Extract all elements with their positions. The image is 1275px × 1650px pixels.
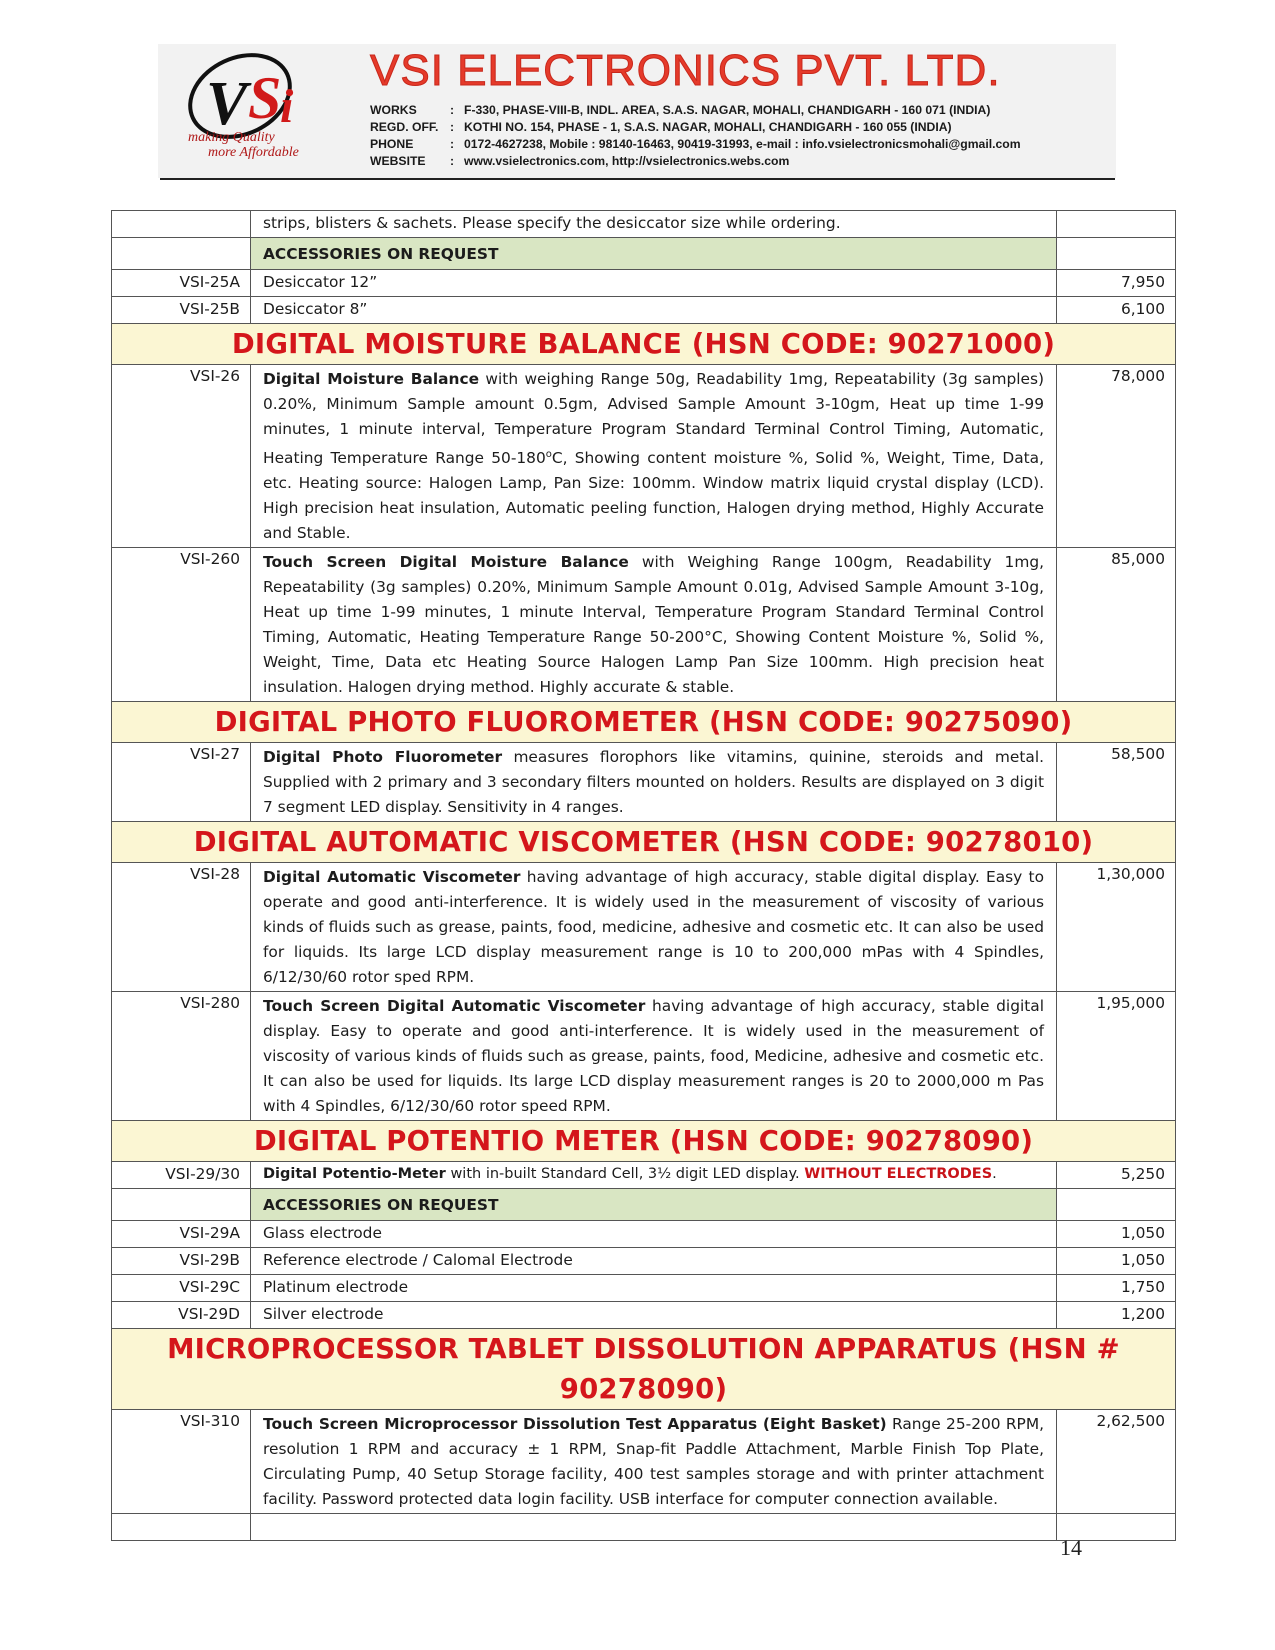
item-code: VSI-25A	[112, 270, 251, 297]
regd-office-row	[370, 119, 1021, 136]
item-details: measures florophors like vitamins, quinine, steroids and metal. Supplied with 2 primary and 3 secondary filters mounted on holders. Results are displayed on 3 digit 7 segment LED display. Sensitivity in 4 ranges.	[263, 748, 1044, 817]
item-code: VSI-29C	[112, 1275, 251, 1302]
svg-text:S: S	[248, 65, 282, 131]
item-price: 2,62,500	[1057, 1410, 1176, 1514]
letterhead	[158, 44, 1116, 178]
section-title: MICROPROCESSOR TABLET DISSOLUTION APPARATUS (HSN # 90278090)	[112, 1329, 1176, 1410]
item-code: VSI-29/30	[112, 1162, 251, 1189]
works-value: F-330, PHASE-VIII-B, INDL. AREA, S.A.S. NAGAR, MOHALI, CHANDIGARH - 160 071 (INDIA)	[464, 103, 991, 117]
section-title: DIGITAL AUTOMATIC VISCOMETER (HSN CODE: 90278010)	[112, 822, 1176, 863]
description-cell	[251, 1514, 1057, 1541]
section-header-row	[112, 1329, 1176, 1410]
item-price: 78,000	[1057, 365, 1176, 548]
item-description	[251, 863, 1057, 992]
colon: :	[450, 103, 455, 117]
table-row	[112, 1162, 1176, 1189]
table-row	[112, 365, 1176, 548]
item-price: 85,000	[1057, 548, 1176, 702]
code-cell	[112, 1189, 251, 1221]
item-details-tail: .	[992, 1166, 997, 1183]
section-title: DIGITAL PHOTO FLUOROMETER (HSN CODE: 90275090)	[112, 702, 1176, 743]
empty-row	[112, 1514, 1176, 1541]
item-code: VSI-310	[112, 1410, 251, 1514]
item-name: Touch Screen Digital Automatic Viscometer	[263, 997, 646, 1016]
item-name: Touch Screen Microprocessor Dissolution Test Apparatus (Eight Basket)	[263, 1415, 887, 1434]
item-price: 1,95,000	[1057, 992, 1176, 1121]
table-row	[112, 1248, 1176, 1275]
item-code: VSI-26	[112, 365, 251, 548]
item-details: with in-built Standard Cell, 3½ digit LED display.	[445, 1166, 805, 1183]
colon: :	[450, 154, 455, 168]
table-row	[112, 270, 1176, 297]
item-code: VSI-260	[112, 548, 251, 702]
item-price: 1,050	[1057, 1221, 1176, 1248]
works-label: WORKS	[370, 103, 417, 117]
item-price: 5,250	[1057, 1162, 1176, 1189]
item-price: 1,30,000	[1057, 863, 1176, 992]
item-description	[251, 1410, 1057, 1514]
page-number: 14	[1060, 1535, 1082, 1560]
item-price: 1,050	[1057, 1248, 1176, 1275]
item-description: Desiccator 12”	[251, 270, 1057, 297]
price-list-table	[111, 210, 1176, 1541]
table-row	[112, 1410, 1176, 1514]
section-title: DIGITAL POTENTIO METER (HSN CODE: 90278090)	[112, 1121, 1176, 1162]
colon: :	[450, 120, 455, 134]
item-description	[251, 1162, 1057, 1189]
logo-tagline	[188, 130, 338, 160]
tagline-line-2: more Affordable	[208, 145, 299, 160]
item-description	[251, 992, 1057, 1121]
item-description: Reference electrode / Calomal Electrode	[251, 1248, 1057, 1275]
item-description	[251, 365, 1057, 548]
table-row	[112, 211, 1176, 238]
item-description: Silver electrode	[251, 1302, 1057, 1329]
company-address-block	[370, 102, 1021, 170]
item-description: Platinum electrode	[251, 1275, 1057, 1302]
item-price: 6,100	[1057, 297, 1176, 324]
phone-row	[370, 136, 1021, 153]
regd-office-value: KOTHI NO. 154, PHASE - 1, S.A.S. NAGAR, MOHALI, CHANDIGARH - 160 055 (INDIA)	[464, 120, 952, 134]
works-address-row	[370, 102, 1021, 119]
table-row	[112, 1221, 1176, 1248]
item-description	[251, 548, 1057, 702]
item-price: 1,750	[1057, 1275, 1176, 1302]
item-name: Digital Potentio-Meter	[263, 1166, 446, 1183]
section-header-row	[112, 324, 1176, 365]
code-cell	[112, 211, 251, 238]
letterhead-divider	[160, 178, 1115, 180]
item-name: Digital Automatic Viscometer	[263, 868, 521, 887]
phone-label: PHONE	[370, 137, 414, 151]
price-cell	[1057, 211, 1176, 238]
description-cell: strips, blisters & sachets. Please specify the desiccator size while ordering.	[251, 211, 1057, 238]
tagline-line-1: making Quality	[188, 130, 275, 145]
price-cell	[1057, 1189, 1176, 1221]
item-description: Desiccator 8”	[251, 297, 1057, 324]
section-header-row	[112, 1121, 1176, 1162]
warning-text: WITHOUT ELECTRODES	[804, 1166, 993, 1183]
accessories-label: ACCESSORIES ON REQUEST	[251, 1189, 1057, 1221]
price-cell	[1057, 238, 1176, 270]
item-price: 58,500	[1057, 743, 1176, 822]
item-details: with weighing Range 50g, Readability 1mg, Repeatability (3g samples) 0.20%, Minimum Sample amount 0.5gm, Advised Sample Amount 3-10gm, Heat up time 1-99 minutes, 1 minute interval, Temperature Program Standard Terminal Control Timing, Automatic, Heating Temperature Range 50-180	[263, 370, 1044, 468]
item-details: having advantage of high accuracy, stable digital display. Easy to operate and good anti-interference. It is widely used in the measurement of viscosity of various kinds of fluids such as grease, paints, food, Medicine, adhesive and cosmetic etc. It can also be used for liquids. Its large LCD display measurement ranges is 20 to 2000,000 m Pas with 4 Spindles, 6/12/30/60 rotor speed RPM.	[263, 997, 1044, 1116]
item-details-cont: C, Showing content moisture %, Solid %, Weight, Time, Data, etc. Heating source: Halogen Lamp, Pan Size: 100mm. Window matrix liquid crystal display (LCD). High precision heat insulation, Automatic peeling function, Halogen drying method, Highly Accurate and Stable.	[263, 449, 1044, 543]
table-row	[112, 548, 1176, 702]
phone-value: 0172-4627238, Mobile : 98140-16463, 90419-31993, e-mail : info.vsielectronicsmohali@gmail.com	[464, 137, 1021, 151]
item-name: Digital Moisture Balance	[263, 370, 480, 388]
item-price: 1,200	[1057, 1302, 1176, 1329]
section-title: DIGITAL MOISTURE BALANCE (HSN CODE: 90271000)	[112, 324, 1176, 365]
svg-text:V: V	[206, 70, 248, 138]
item-description	[251, 743, 1057, 822]
item-code: VSI-29B	[112, 1248, 251, 1275]
website-value: www.vsielectronics.com, http://vsielectronics.webs.com	[464, 154, 790, 168]
colon: :	[450, 137, 455, 151]
item-name: Touch Screen Digital Moisture Balance	[263, 553, 629, 572]
item-details: with Weighing Range 100gm, Readability 1mg, Repeatability (3g samples) 0.20%, Minimum Sample Amount 0.01g, Advised Sample Amount 3-10g, Heat up time 1-99 minutes, 1 minute Interval, Temperature Program Standard Terminal Control Timing, Automatic, Heating Temperature Range 50-200°C, Showing Content Moisture %, Solid %, Weight, Time, Data etc Heating Source Halogen Lamp Pan Size 100mm. High precision heat insulation. Halogen drying method. Highly accurate & stable.	[263, 553, 1044, 697]
table-row	[112, 297, 1176, 324]
item-price: 7,950	[1057, 270, 1176, 297]
code-cell	[112, 1514, 251, 1541]
website-label: WEBSITE	[370, 154, 426, 168]
accessories-label: ACCESSORIES ON REQUEST	[251, 238, 1057, 270]
regd-office-label: REGD. OFF.	[370, 120, 439, 134]
item-description: Glass electrode	[251, 1221, 1057, 1248]
item-name: Digital Photo Fluorometer	[263, 748, 503, 767]
code-cell	[112, 238, 251, 270]
item-details: Range 25-200 RPM, resolution 1 RPM and accuracy ± 1 RPM, Snap-fit Paddle Attachment, Marble Finish Top Plate, Circulating Pump, 40 Setup Storage facility, 400 test samples storage and with printer attachment facility. Password protected data login facility. USB interface for computer connection available.	[263, 1415, 1045, 1509]
item-code: VSI-29D	[112, 1302, 251, 1329]
table-row	[112, 992, 1176, 1121]
svg-text:i: i	[280, 80, 294, 133]
table-row	[112, 743, 1176, 822]
table-row	[112, 1302, 1176, 1329]
item-code: VSI-29A	[112, 1221, 251, 1248]
section-header-row	[112, 822, 1176, 863]
accessories-header-row	[112, 238, 1176, 270]
item-code: VSI-25B	[112, 297, 251, 324]
company-name: VSI ELECTRONICS PVT. LTD.	[370, 46, 1001, 95]
table-row	[112, 863, 1176, 992]
table-row	[112, 1275, 1176, 1302]
website-row	[370, 153, 1021, 170]
item-code: VSI-28	[112, 863, 251, 992]
item-details: having advantage of high accuracy, stable digital display. Easy to operate and good anti-interference. It is widely used in the measurement of viscosity of various kinds of fluids such as grease, paints, food, medicine, adhesive and cosmetic etc. It can also be used for liquids. Its large LCD display measurement range is 10 to 200,000 mPas with 4 Spindles, 6/12/30/60 rotor sped RPM.	[263, 868, 1044, 987]
degree-superscript: o	[545, 449, 552, 460]
item-code: VSI-27	[112, 743, 251, 822]
accessories-header-row	[112, 1189, 1176, 1221]
section-header-row	[112, 702, 1176, 743]
item-code: VSI-280	[112, 992, 251, 1121]
